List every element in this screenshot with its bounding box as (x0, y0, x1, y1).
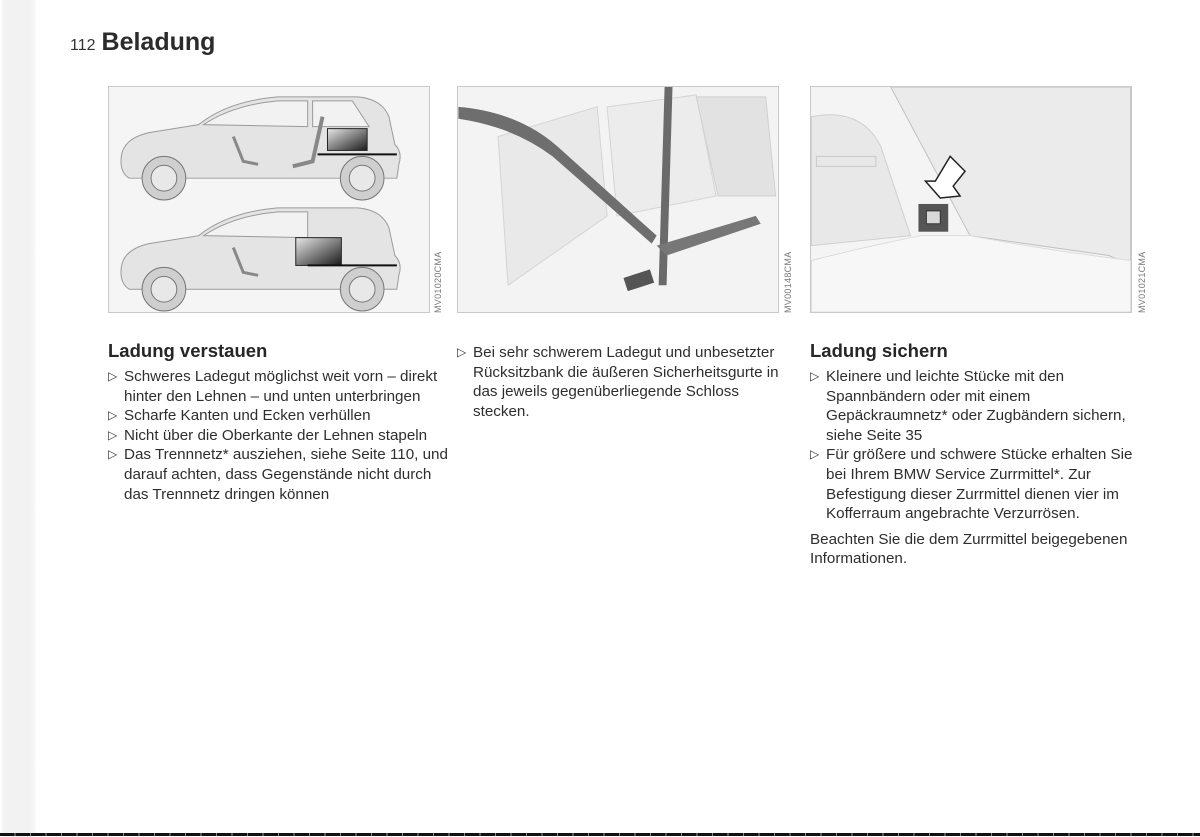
list-item: ▷ Das Trennnetz* ausziehen, siehe Seite 110, und darauf achten, dass Gegenstände nicht durch das Trennnetz dringen können (108, 446, 448, 503)
figure-code: MV01020CMA (433, 251, 443, 313)
figure-cargo-placement (108, 86, 430, 313)
figure-seat-belts (457, 86, 779, 313)
triangle-bullet-icon: ▷ (810, 447, 820, 462)
triangle-bullet-icon: ▷ (108, 427, 118, 442)
page-title: Beladung (101, 28, 216, 56)
list-item: ▷ Schweres Ladegut möglichst weit vorn – direkt hinter den Lehnen – und unten unterbringen (108, 368, 438, 405)
section-belts (457, 343, 797, 421)
car-illustration (109, 87, 429, 312)
figure-code: MV01021CMA (1137, 251, 1147, 313)
page-margin-strip (0, 0, 36, 837)
page-header (70, 28, 215, 57)
page-bottom-edge (0, 833, 1200, 836)
list-item: ▷ Scharfe Kanten und Ecken verhüllen (108, 407, 371, 425)
section-heading-securing: Ladung sichern (810, 340, 948, 361)
list-item: ▷ Für größere und schwere Stücke erhalten Sie bei Ihrem BMW Service Zurrmittel*. Zur Befestigung dieser Zurrmittel dienen vier im Kofferraum angebrachte Verzurrösen. (810, 446, 1133, 523)
triangle-bullet-icon: ▷ (810, 369, 820, 383)
figure-lashing-eye (810, 86, 1132, 313)
triangle-bullet-icon: ▷ (108, 408, 118, 423)
section-heading-stowing: Ladung verstauen (108, 340, 268, 361)
triangle-bullet-icon: ▷ (108, 447, 118, 462)
page-number: 112 (70, 37, 96, 54)
triangle-bullet-icon: ▷ (108, 369, 118, 383)
list-item: ▷ Kleinere und leichte Stücke mit den Spannbändern oder mit einem Gepäckraumnetz* oder Zugbändern sichern, siehe Seite 35 (810, 368, 1126, 444)
seat-belt-illustration (458, 87, 778, 312)
triangle-bullet-icon: ▷ (457, 345, 467, 359)
list-item: ▷ Bei sehr schwerem Ladegut und unbesetzter Rücksitzbank die äußeren Sicherheitsgurte in das jeweils gegenüberliegende Schloss stecken. (457, 344, 779, 420)
list-item: ▷ Nicht über die Oberkante der Lehnen stapeln (108, 426, 428, 444)
note-paragraph: Beachten Sie die dem Zurrmittel beigegebenen Informationen. (810, 530, 1128, 568)
figure-code: MV00148CMA (783, 251, 793, 313)
section-stowing (108, 340, 448, 504)
lashing-eye-illustration (811, 87, 1131, 312)
section-securing (810, 340, 1150, 569)
